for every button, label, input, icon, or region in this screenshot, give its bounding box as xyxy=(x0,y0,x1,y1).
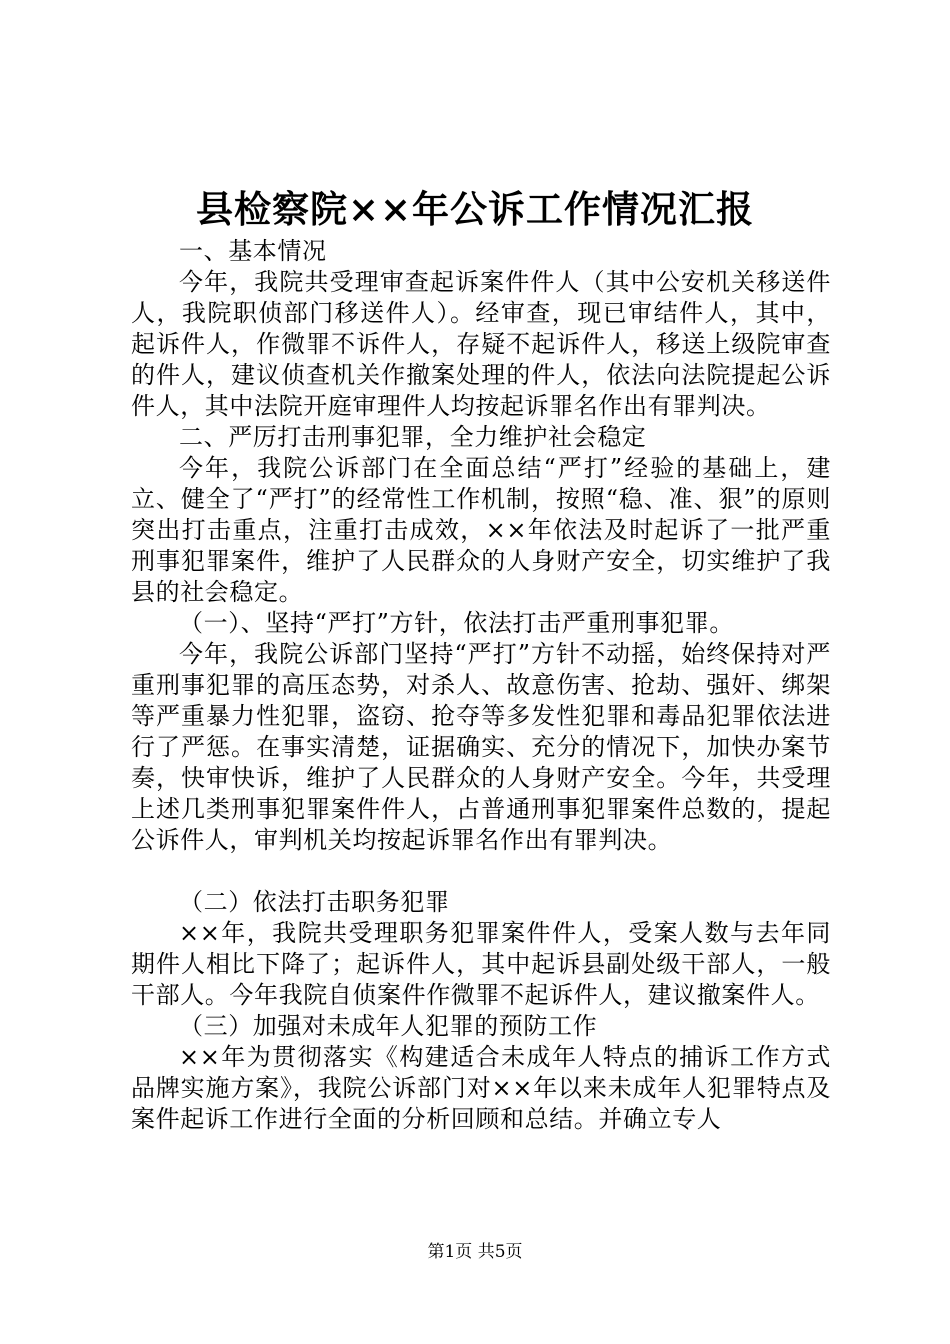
subheading-strike-hard: （一）、坚持“严打”方针，依法打击严重刑事犯罪。 xyxy=(179,609,734,637)
paragraph-juvenile-prevention: ××年为贯彻落实《构建适合未成年人特点的捕诉工作方式品牌实施方案》，我院公诉部门对××年以来未成年人犯罪特点及案件起诉工作进行全面的分析回顾和总结。并确立专人 xyxy=(131,1043,831,1133)
section-heading-crackdown: 二、严厉打击刑事犯罪，全力维护社会稳定 xyxy=(179,423,647,451)
paragraph-spacer xyxy=(131,856,831,887)
subheading-juvenile-prevention: （三）加强对未成年人犯罪的预防工作 xyxy=(179,1012,598,1040)
page-footer: 第1页 共5页 xyxy=(427,1242,523,1262)
document-body xyxy=(131,236,831,1135)
paragraph-basic-info: 今年，我院共受理审查起诉案件件人（其中公安机关移送件人，我院职侦部门移送件人）。经审查，现已审结件人，其中，起诉件人，作微罪不诉件人，存疑不起诉件人，移送上级院审查的件人，建议侦查机关作撤案处理的件人，依法向法院提起公诉件人，其中法院开庭审理件人均按起诉罪名作出有罪判决。 xyxy=(131,268,831,420)
paragraph-duty-crimes: ××年，我院共受理职务犯罪案件件人，受案人数与去年同期件人相比下降了；起诉件人，其中起诉县副处级干部人，一般干部人。今年我院自侦案件作微罪不起诉件人，建议撤案件人。 xyxy=(131,919,831,1009)
section-heading-basic-info: 一、基本情况 xyxy=(179,237,327,265)
subheading-duty-crimes: （二）依法打击职务犯罪 xyxy=(179,888,450,916)
paragraph-strike-hard: 今年，我院公诉部门坚持“严打”方针不动摇，始终保持对严重刑事犯罪的高压态势，对杀人、故意伤害、抢劫、强奸、绑架等严重暴力性犯罪，盗窃、抢夺等多发性犯罪和毒品犯罪依法进行了严惩。在事实清楚，证据确实、充分的情况下，加快办案节奏，快审快诉，维护了人民群众的人身财产安全。今年，共受理上述几类刑事犯罪案件件人，占普通刑事犯罪案件总数的，提起公诉件人，审判机关均按起诉罪名作出有罪判决。 xyxy=(131,640,831,854)
document-title: 县检察院××年公诉工作情况汇报 xyxy=(195,187,754,231)
paragraph-crackdown: 今年，我院公诉部门在全面总结“严打”经验的基础上，建立、健全了“严打”的经常性工作机制，按照“稳、准、狠”的原则突出打击重点，注重打击成效，××年依法及时起诉了一批严重刑事犯罪案件，维护了人民群众的人身财产安全，切实维护了我县的社会稳定。 xyxy=(131,454,831,606)
